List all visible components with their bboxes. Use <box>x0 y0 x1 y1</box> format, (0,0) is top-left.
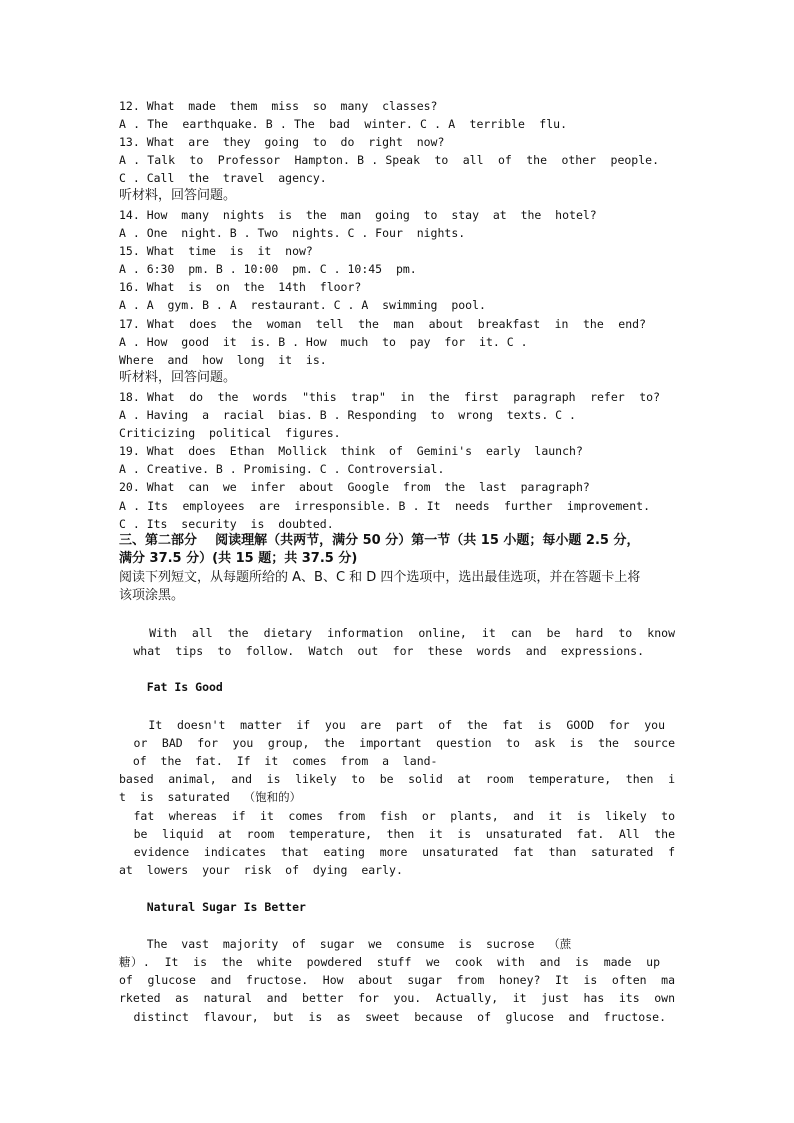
paragraph-fat: t is saturated （饱和的） <box>119 790 302 804</box>
section-heading: 三、第二部分 阅读理解（共两节，满分 50 分）第一节（共 15 小题；每小题 2.5 分， <box>119 533 640 548</box>
question-15: 15. What time is it now? <box>119 244 313 258</box>
question-20: 20. What can we infer about Google from the last paragraph? <box>119 480 590 494</box>
question-13: 13. What are they going to do right now? <box>119 135 445 149</box>
options-13: A . Talk to Professor Hampton. B . Speak to all of the other people. <box>119 153 659 167</box>
paragraph-sugar: distinct flavour, but is as sweet because of glucose and fructose. <box>119 1010 666 1024</box>
paragraph-sugar: rketed as natural and better for you. Actually, it just has its own <box>119 991 675 1005</box>
options-17-c: Where and how long it is. <box>119 353 327 367</box>
reading-instruction-cont: 该项涂黑。 <box>119 588 185 603</box>
question-12: 12. What made them miss so many classes? <box>119 99 438 113</box>
paragraph-sugar: of glucose and fructose. How about sugar from honey? It is often ma <box>119 973 675 987</box>
paragraph-fat: be liquid at room temperature, then it is unsaturated fat. All the <box>119 827 675 841</box>
options-18-c: Criticizing political figures. <box>119 426 341 440</box>
section-heading-score: 满分 37.5 分）(共 15 题；共 37.5 分) <box>119 551 358 566</box>
options-18: A . Having a racial bias. B . Responding to wrong texts. C . <box>119 408 576 422</box>
options-17: A . How good it is. B . How much to pay for it. C . <box>119 335 528 349</box>
listening-instruction: 听材料，回答问题。 <box>119 370 237 385</box>
question-16: 16. What is on the 14th floor? <box>119 280 362 294</box>
paragraph-fat: or BAD for you group, the important question to ask is the source <box>119 736 675 750</box>
options-13-c: C . Call the travel agency. <box>119 171 327 185</box>
passage-intro: With all the dietary information online, it can be hard to know <box>119 626 675 640</box>
paragraph-fat: fat whereas if it comes from fish or plants, and it is likely to <box>119 809 675 823</box>
question-19: 19. What does Ethan Mollick think of Gemini's early launch? <box>119 444 583 458</box>
paragraph-sugar: The vast majority of sugar we consume is sucrose （蔗 <box>119 937 572 951</box>
options-12: A . The earthquake. B . The bad winter. C . A terrible flu. <box>119 117 567 131</box>
reading-instruction: 阅读下列短文，从每题所给的 A、B、C 和 D 四个选项中，选出最佳选项，并在答题卡上将 <box>119 570 641 585</box>
options-20-c: C . Its security is doubted. <box>119 517 334 531</box>
paragraph-fat: at lowers your risk of dying early. <box>119 863 403 877</box>
question-18: 18. What do the words "this trap" in the first paragraph refer to? <box>119 390 660 404</box>
paragraph-fat: based animal, and is likely to be solid at room temperature, then i <box>119 772 675 786</box>
options-19: A . Creative. B . Promising. C . Controversial. <box>119 462 445 476</box>
options-16: A . A gym. B . A restaurant. C . A swimming pool. <box>119 298 486 312</box>
options-14: A . One night. B . Two nights. C . Four nights. <box>119 226 466 240</box>
subheading-fat-is-good: Fat Is Good <box>119 680 223 694</box>
paragraph-fat: of the fat. If it comes from a land- <box>119 754 438 768</box>
paragraph-sugar: 糖）. It is the white powdered stuff we cook with and is made up <box>119 955 660 969</box>
question-17: 17. What does the woman tell the man about breakfast in the end? <box>119 317 646 331</box>
question-14: 14. How many nights is the man going to stay at the hotel? <box>119 208 597 222</box>
subheading-natural-sugar: Natural Sugar Is Better <box>119 900 306 914</box>
passage-intro: what tips to follow. Watch out for these words and expressions. <box>119 644 644 658</box>
listening-instruction: 听材料，回答问题。 <box>119 188 237 203</box>
options-20: A . Its employees are irresponsible. B . It needs further improvement. <box>119 499 650 513</box>
options-15: A . 6:30 pm. B . 10:00 pm. C . 10:45 pm. <box>119 262 417 276</box>
paragraph-fat: evidence indicates that eating more unsaturated fat than saturated f <box>119 845 675 859</box>
paragraph-fat: It doesn't matter if you are part of the fat is GOOD for you <box>119 718 665 732</box>
